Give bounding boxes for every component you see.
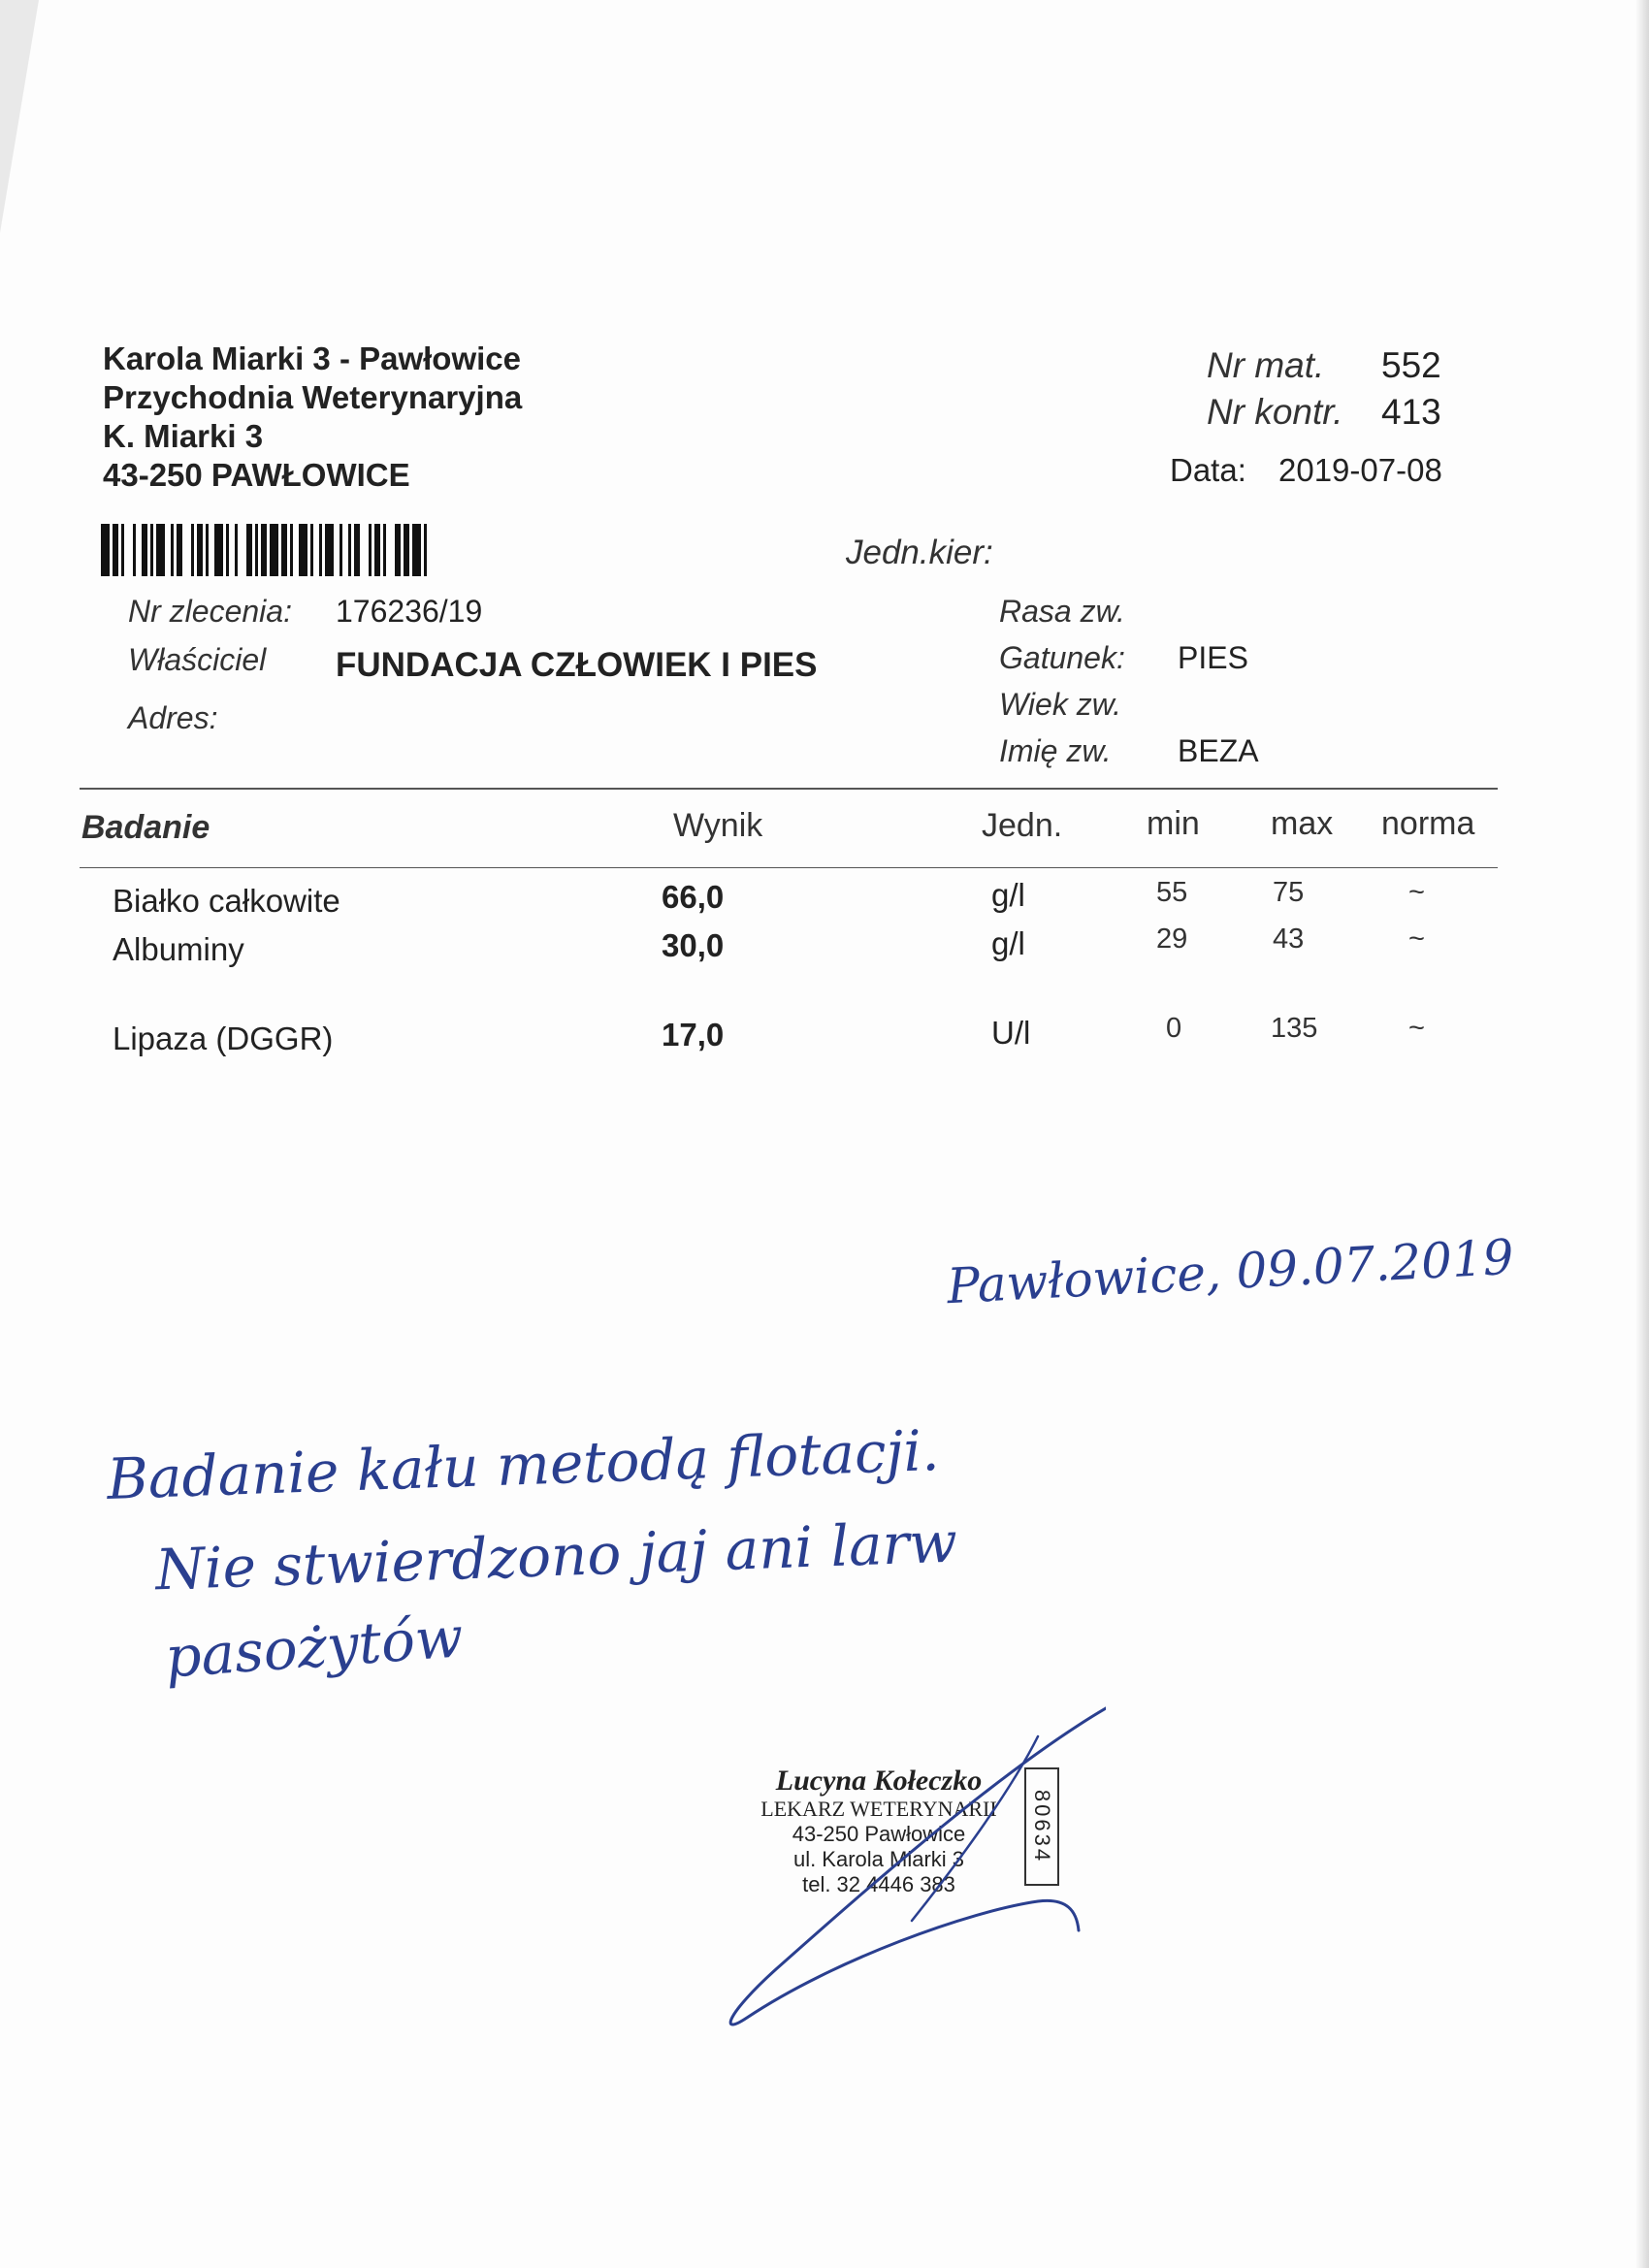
table-header-rule (80, 867, 1498, 868)
barcode-bar (340, 524, 342, 576)
barcode-bar (383, 524, 386, 576)
stamp-number: 80634 (1030, 1789, 1054, 1864)
barcode-bar (206, 524, 209, 576)
barcode-bar (214, 524, 223, 576)
stamp-line-1: 43-250 Pawłowice (792, 1822, 966, 1846)
barcode-bar (299, 524, 307, 576)
col-header-max: max (1271, 805, 1334, 842)
barcode-bar (319, 524, 322, 576)
wlasciciel-value: FUNDACJA CZŁOWIEK I PIES (336, 646, 818, 684)
row-wynik: 17,0 (662, 1017, 725, 1053)
row-name: Lipaza (DGGR) (113, 1021, 334, 1056)
col-header-wynik: Wynik (673, 807, 763, 844)
row-max: 75 (1273, 877, 1305, 908)
barcode (101, 524, 493, 576)
barcode-bar (150, 524, 153, 576)
signature-stroke (912, 1736, 1038, 1921)
adres-label: Adres: (128, 700, 218, 735)
barcode-bar (412, 524, 421, 576)
row-min: 29 (1156, 923, 1188, 955)
barcode-bar (121, 524, 124, 576)
nr-mat-label: Nr mat. (1207, 345, 1325, 385)
row-jedn: g/l (991, 877, 1025, 913)
nr-kontr-value: 413 (1381, 392, 1441, 432)
wiek-label: Wiek zw. (999, 687, 1121, 722)
row-wynik: 66,0 (662, 879, 725, 915)
barcode-bar (133, 524, 136, 576)
nr-zlecenia-value: 176236/19 (336, 594, 483, 629)
rasa-label: Rasa zw. (999, 594, 1125, 629)
barcode-bar (101, 524, 110, 576)
row-norma: ~ (1408, 1013, 1425, 1044)
row-min: 0 (1166, 1013, 1182, 1044)
row-max: 43 (1273, 923, 1305, 955)
handwritten-note-line-1: Badanie kału metodą flotacji. (106, 1417, 941, 1512)
barcode-bar (156, 524, 165, 576)
table-top-rule (80, 788, 1498, 790)
barcode-bar (255, 524, 258, 576)
page-right-shadow (1635, 0, 1649, 2268)
stamp-title: LEKARZ WETERYNARII (760, 1797, 997, 1821)
jedn-kier-label: Jedn.kier: (846, 534, 993, 571)
page-corner-fold (0, 0, 39, 233)
wlasciciel-label: Właściciel (128, 642, 267, 677)
ghost-print (252, 146, 288, 269)
row-max: 135 (1271, 1013, 1318, 1044)
barcode-bar (197, 524, 203, 576)
barcode-bar (369, 524, 372, 576)
barcode-bar (395, 524, 401, 576)
barcode-bar (404, 524, 409, 576)
barcode-bar (177, 524, 182, 576)
clinic-line-2: Przychodnia Weterynaryjna (103, 379, 523, 415)
row-min: 55 (1156, 877, 1188, 908)
col-header-min: min (1147, 805, 1200, 842)
barcode-bar (226, 524, 229, 576)
signature-stroke (730, 1688, 1106, 2025)
col-header-jedn: Jedn. (982, 807, 1063, 844)
barcode-bar (142, 524, 147, 576)
row-jedn: g/l (991, 925, 1025, 961)
barcode-bar (325, 524, 334, 576)
signature (718, 1678, 1106, 2047)
nr-mat-value: 552 (1381, 345, 1441, 385)
col-header-norma: norma (1381, 805, 1475, 842)
stamp-line-2: ul. Karola Miarki 3 (792, 1847, 965, 1871)
row-norma: ~ (1408, 923, 1425, 955)
row-jedn: U/l (991, 1015, 1031, 1051)
nr-zlecenia-label: Nr zlecenia: (128, 594, 292, 629)
barcode-bar (261, 524, 267, 576)
clinic-line-1: Karola Miarki 3 - Pawłowice (103, 340, 521, 376)
barcode-bar (246, 524, 252, 576)
barcode-bar (310, 524, 313, 576)
barcode-bar (235, 524, 238, 576)
handwritten-note-line-2: Nie stwierdzono jaj ani larw (154, 1508, 959, 1604)
gatunek-value: PIES (1178, 640, 1248, 675)
col-header-badanie: Badanie (81, 809, 210, 846)
row-wynik: 30,0 (662, 927, 725, 963)
nr-kontr-label: Nr kontr. (1207, 392, 1343, 432)
clinic-line-3: K. Miarki 3 (103, 418, 264, 454)
barcode-bar (354, 524, 360, 576)
handwritten-place-date: Pawłowice, 09.07.2019 (945, 1228, 1515, 1315)
imie-label: Imię zw. (999, 733, 1112, 768)
clinic-address-block (103, 340, 522, 495)
barcode-bar (348, 524, 351, 576)
stamp-line-3: tel. 32 4446 383 (802, 1872, 955, 1896)
barcode-bar (171, 524, 174, 576)
row-norma: ~ (1408, 877, 1425, 908)
row-name: Białko całkowite (113, 883, 340, 919)
gatunek-label: Gatunek: (999, 640, 1125, 675)
barcode-bar (424, 524, 427, 576)
handwritten-note-line-3: pasożytów (163, 1604, 466, 1691)
barcode-bar (281, 524, 287, 576)
data-value: 2019-07-08 (1278, 452, 1442, 488)
barcode-bar (270, 524, 278, 576)
clinic-line-4: 43-250 PAWŁOWICE (103, 457, 410, 493)
barcode-bar (113, 524, 118, 576)
data-label: Data: (1170, 452, 1246, 488)
row-name: Albuminy (113, 931, 244, 967)
stamp-name: Lucyna Kołeczko (775, 1765, 983, 1797)
barcode-bar (374, 524, 380, 576)
barcode-bar (191, 524, 194, 576)
barcode-bar (290, 524, 293, 576)
imie-value: BEZA (1178, 733, 1259, 768)
